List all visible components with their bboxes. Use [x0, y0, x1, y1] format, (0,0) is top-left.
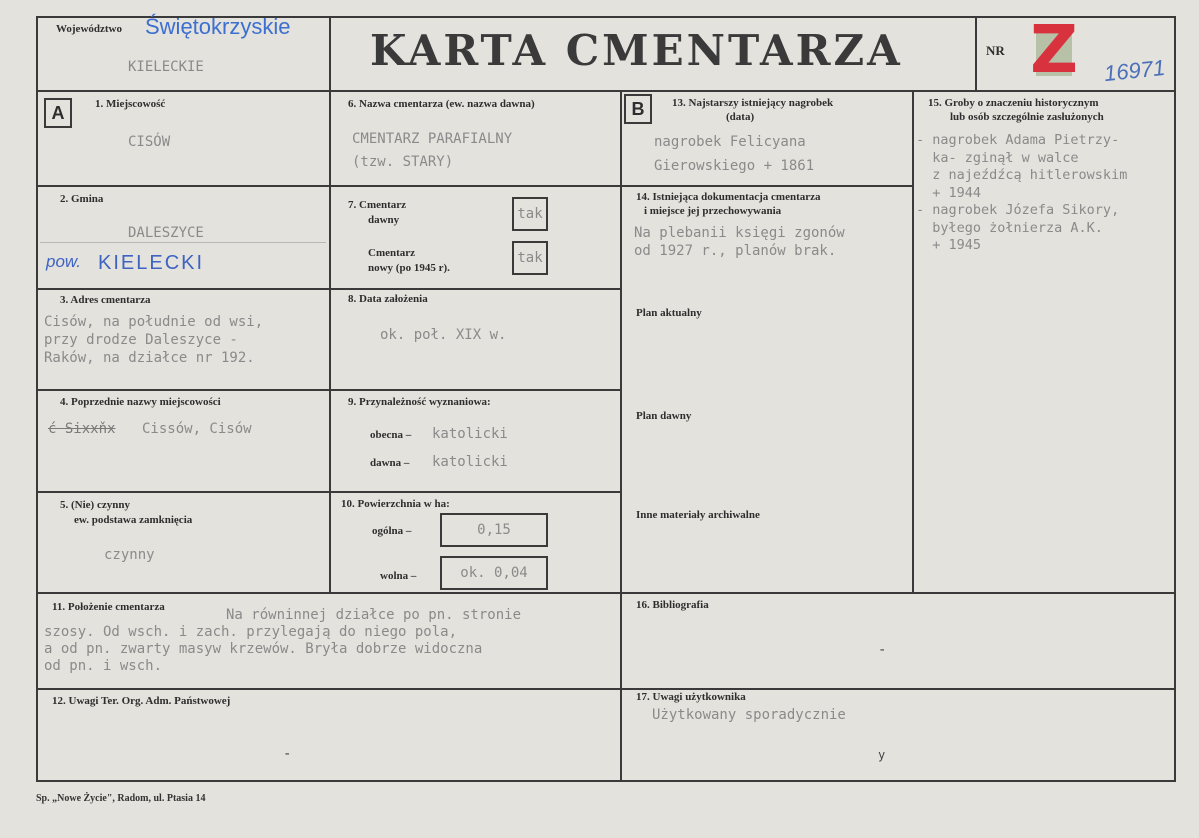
f2-label: 2. Gmina	[60, 193, 104, 205]
f7-label: 7. Cmentarz	[348, 199, 407, 211]
f8-label: 8. Data założenia	[348, 293, 428, 305]
f7-nowy-box: tak	[512, 241, 548, 275]
f10-wolna-box: ok. 0,04	[440, 556, 548, 590]
f10-label: 10. Powierzchnia w ha:	[341, 498, 450, 510]
plan-dawny-label: Plan dawny	[636, 410, 692, 422]
f10-ogolna-box: 0,15	[440, 513, 548, 547]
divider-col1	[329, 16, 331, 592]
divider-row1	[36, 185, 912, 187]
wojewodztwo-stamp: Świętokrzyskie	[145, 14, 291, 39]
f12-label: 12. Uwagi Ter. Org. Adm. Państwowej	[52, 695, 231, 707]
divider-row5	[36, 592, 1176, 594]
f4-label: 4. Poprzednie nazwy miejscowości	[60, 396, 221, 408]
nr-stamp	[1022, 11, 1086, 88]
f3-value: Cisów, na południe od wsi, przy drodze Daleszyce - Raków, na działce nr 192.	[44, 314, 264, 366]
f13-label: 13. Najstarszy istniejący nagrobek	[672, 97, 834, 109]
f9-obecna-label: obecna –	[370, 429, 412, 441]
section-a-box: A	[44, 98, 72, 128]
f1-value: CISÓW	[128, 134, 171, 150]
divider-header	[36, 90, 1176, 92]
f17-mark: y	[878, 748, 886, 762]
section-b-box: B	[624, 94, 652, 124]
f7-label-cmentarz: Cmentarz	[368, 247, 416, 259]
divider-row4	[36, 491, 620, 493]
plan-aktualny-label: Plan aktualny	[636, 307, 702, 319]
f14-value: Na plebanii księgi zgonów od 1927 r., planów brak.	[634, 225, 845, 259]
f14-label: 14. Istniejąca dokumentacja cmentarza	[636, 191, 821, 203]
divider-row3	[36, 389, 620, 391]
f11-label: 11. Położenie cmentarza	[52, 601, 165, 613]
divider-row6	[36, 688, 1176, 690]
f5-label-2: ew. podstawa zamknięcia	[74, 514, 193, 526]
f17-value: Użytkowany sporadycznie	[652, 707, 846, 723]
f16-value: -	[878, 642, 887, 658]
divider-col3	[912, 90, 914, 592]
f15-label: 15. Groby o znaczeniu historycznym	[928, 97, 1099, 109]
f2-value: DALESZYCE	[128, 225, 204, 241]
f9-obecna-value: katolicki	[432, 426, 508, 442]
f3-label: 3. Adres cmentarza	[60, 294, 151, 306]
f6-value: CMENTARZ PARAFIALNY (tzw. STARY)	[352, 131, 513, 170]
f12-value: -	[283, 746, 292, 762]
f15-value: - nagrobek Adama Pietrzy- ka- zginął w walce z najeźdźcą hitlerowskim + 1944 - nagrobek Józefa Sikory, byłego żołnierza A.K. + 1945	[916, 132, 1128, 253]
f7-dawny-box: tak	[512, 197, 548, 231]
f2-pow-label: pow.	[46, 252, 81, 271]
nr-handwritten: 16971	[1102, 54, 1167, 87]
f14-label-2: i miejsce jej przechowywania	[644, 205, 782, 217]
f7-label-dawny: dawny	[368, 214, 400, 226]
f9-dawna-value: katolicki	[432, 454, 508, 470]
f8-value: ok. poł. XIX w.	[380, 327, 507, 343]
f11-value: Na równinnej działce po pn. stronie szosy. Od wsch. i zach. przylegają do niego pola, a od pn. zwarty masyw krzewów. Bryła dobrze widoczna od pn. i wsch.	[44, 607, 522, 674]
divider-row2	[36, 288, 620, 290]
card-title: KARTA CMENTARZA	[370, 26, 903, 75]
f4-struck-text: ć Sixxňx	[48, 421, 116, 437]
wojewodztwo-label: Województwo	[56, 23, 122, 35]
f15-label-2: lub osób szczególnie zasłużonych	[950, 111, 1104, 123]
nr-letter: Z	[1030, 11, 1078, 88]
f5-label: 5. (Nie) czynny	[60, 499, 130, 511]
f10-ogolna-label: ogólna –	[372, 525, 412, 537]
f17-label: 17. Uwagi użytkownika	[636, 691, 746, 703]
f2-underline	[40, 242, 326, 243]
divider-nr	[975, 16, 977, 90]
f5-value: czynny	[104, 547, 155, 563]
inne-materialy-label: Inne materiały archiwalne	[636, 509, 760, 521]
f9-dawna-label: dawna –	[370, 457, 410, 469]
divider-col2	[620, 90, 622, 782]
f13-value: nagrobek Felicyana Gierowskiego + 1861	[654, 134, 815, 174]
nr-label: NR	[986, 43, 1005, 58]
f16-label: 16. Bibliografia	[636, 599, 709, 611]
wojewodztwo-value: KIELECKIE	[128, 59, 204, 75]
printer-footer: Sp. „Nowe Życie", Radom, ul. Ptasia 14	[36, 793, 206, 804]
f4-value: Cissów, Cisów	[142, 421, 252, 437]
f6-label: 6. Nazwa cmentarza (ew. nazwa dawna)	[348, 98, 535, 110]
f10-wolna-label: wolna –	[380, 570, 417, 582]
f1-label: 1. Miejscowość	[95, 98, 166, 110]
f2-pow-value: KIELECKI	[98, 252, 205, 274]
f7-label-nowy: nowy (po 1945 r).	[368, 262, 450, 274]
f13-label-data: (data)	[726, 111, 755, 123]
f9-label: 9. Przynależność wyznaniowa:	[348, 396, 491, 408]
